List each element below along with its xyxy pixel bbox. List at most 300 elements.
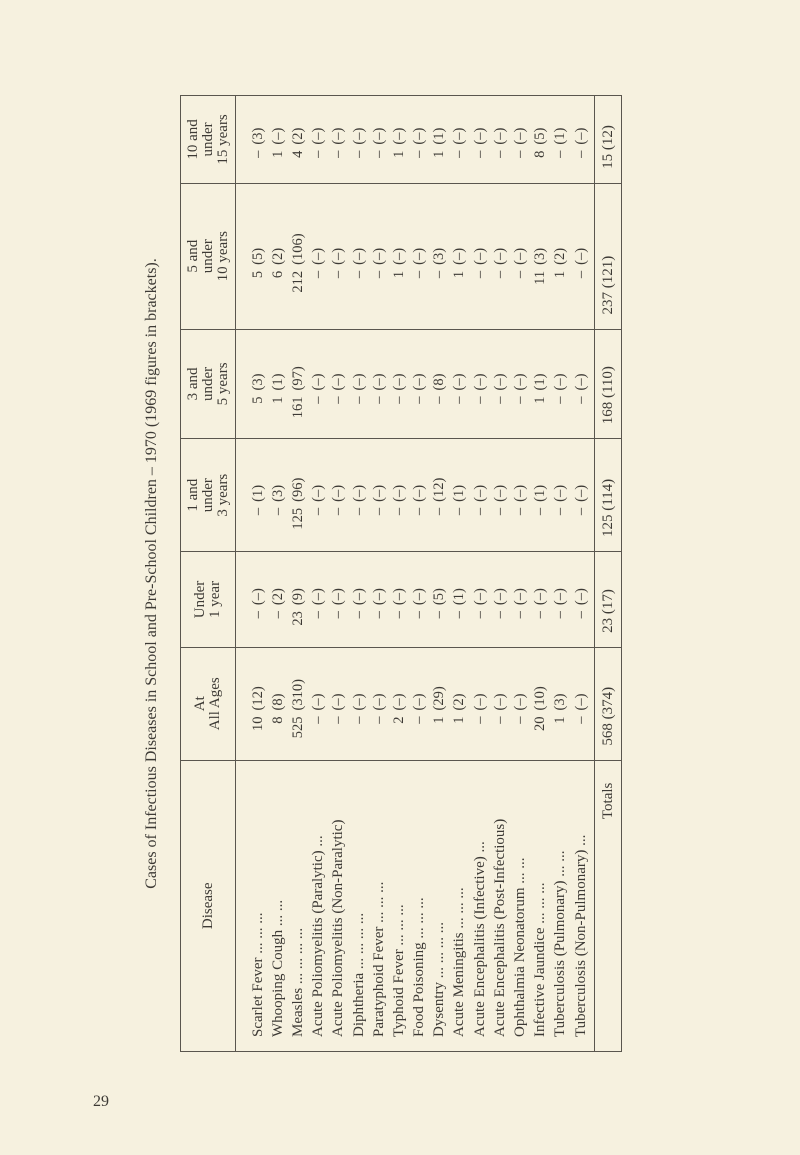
cases-1969: (–) xyxy=(390,693,407,711)
case-count-cell xyxy=(268,96,288,183)
case-count-cell xyxy=(288,330,308,439)
column-body xyxy=(236,761,594,1051)
cases-1969: (–) xyxy=(370,247,387,265)
disease-name: Whooping Cough ... ... xyxy=(269,899,286,1037)
cases-1969: (–) xyxy=(350,247,367,265)
cases-1969: (–) xyxy=(411,588,428,606)
cases-1969: (3) xyxy=(431,247,448,265)
cases-1969: (–) xyxy=(390,484,407,502)
cases-1969: (–) xyxy=(350,484,367,502)
cases-1970: – xyxy=(451,611,468,619)
cases-1969: (3) xyxy=(249,373,266,391)
disease-name-cell xyxy=(349,761,369,1051)
disease-name: Diphtheria ... ... ... ... xyxy=(350,912,367,1037)
cases-1969: (12) xyxy=(249,686,266,711)
column-body xyxy=(236,96,594,183)
case-count-cell xyxy=(470,330,490,439)
cases-1970: – xyxy=(572,507,589,516)
cases-1970: – xyxy=(350,716,367,724)
case-count-cell xyxy=(268,184,288,329)
cases-1970: – xyxy=(471,716,488,724)
cases-1969: (–) xyxy=(390,373,407,391)
cases-1969: (–) xyxy=(411,247,428,265)
cases-1969: (310) xyxy=(289,679,306,711)
cases-1969: (1) xyxy=(451,484,468,502)
case-count-cell xyxy=(410,330,430,439)
disease-name-cell xyxy=(369,761,389,1051)
disease-name-cell xyxy=(329,761,349,1051)
cases-1969: (–) xyxy=(330,484,347,502)
cases-1969: (5) xyxy=(431,588,448,606)
disease-name: Acute Poliomyelitis (Non-Paralytic) xyxy=(330,819,347,1037)
age-group-column xyxy=(181,329,621,439)
cases-1969: (3) xyxy=(532,247,549,265)
cases-1969: (–) xyxy=(471,693,488,711)
case-count-cell xyxy=(510,648,530,760)
cases-1969: (–) xyxy=(411,484,428,502)
age-group-column xyxy=(181,551,621,647)
cases-1969: (3) xyxy=(552,693,569,711)
disease-name-cell xyxy=(490,761,510,1051)
cases-1970: – xyxy=(330,396,347,404)
case-count-cell xyxy=(571,439,591,551)
column-body xyxy=(236,184,594,329)
cases-1969: (3) xyxy=(249,127,266,145)
cases-1970: – xyxy=(411,396,428,404)
cases-1970: – xyxy=(471,611,488,619)
cases-1969: (–) xyxy=(451,373,468,391)
cases-1969: (–) xyxy=(330,127,347,145)
cases-1970: – xyxy=(512,611,529,619)
case-count-cell xyxy=(369,439,389,551)
cases-1970: – xyxy=(552,507,569,516)
cases-1969: (–) xyxy=(350,693,367,711)
cases-1970: – xyxy=(370,507,387,516)
cases-1969: (–) xyxy=(330,373,347,391)
cases-1969: (2) xyxy=(269,247,286,265)
cases-1970: – xyxy=(310,611,327,619)
case-count-cell xyxy=(430,96,450,183)
cases-1969: (–) xyxy=(350,127,367,145)
column-header: 3 and under 5 years xyxy=(181,330,236,439)
cases-1970: 5 xyxy=(249,270,266,279)
cases-1970: – xyxy=(350,396,367,404)
cases-1969: (–) xyxy=(552,588,569,606)
cases-1969: (–) xyxy=(411,693,428,711)
cases-1969: (8) xyxy=(269,693,286,711)
case-count-cell xyxy=(470,184,490,329)
case-count-cell xyxy=(248,552,268,647)
case-count-cell xyxy=(349,552,369,647)
cases-1970: – xyxy=(491,396,508,404)
cases-1969: (–) xyxy=(471,588,488,606)
cases-1969: (–) xyxy=(512,247,529,265)
column-header: 5 and under 10 years xyxy=(181,184,236,329)
cases-1970: 10 xyxy=(249,716,266,731)
disease-name-cell xyxy=(410,761,430,1051)
case-count-cell xyxy=(410,96,430,183)
disease-name: Scarlet Fever ... ... ... xyxy=(249,912,266,1037)
cases-1970: 5 xyxy=(249,396,266,404)
cases-1970: – xyxy=(310,396,327,404)
cases-1970: – xyxy=(512,396,529,404)
case-count-cell xyxy=(369,552,389,647)
cases-1970: 212 xyxy=(289,270,306,293)
cases-1969: (–) xyxy=(491,588,508,606)
case-count-cell xyxy=(369,96,389,183)
cases-1969: (1) xyxy=(249,484,266,502)
cases-1970: – xyxy=(350,270,367,279)
cases-1970: – xyxy=(552,396,569,404)
cases-1969: (–) xyxy=(572,484,589,502)
cases-1970: – xyxy=(411,150,428,158)
cases-1969: (–) xyxy=(512,588,529,606)
cases-1970: 1 xyxy=(390,150,407,158)
case-count-cell xyxy=(248,330,268,439)
case-count-cell xyxy=(531,552,551,647)
cases-1969: (–) xyxy=(552,373,569,391)
disease-name-cell xyxy=(571,761,591,1051)
cases-1970: – xyxy=(572,716,589,724)
disease-name-cell xyxy=(510,761,530,1051)
case-count-cell xyxy=(490,184,510,329)
case-count-cell xyxy=(490,552,510,647)
disease-column xyxy=(181,760,621,1051)
cases-1970: 1 xyxy=(552,270,569,279)
cases-1969: (1) xyxy=(552,127,569,145)
cases-1970: 1 xyxy=(431,150,448,158)
case-count-cell xyxy=(369,184,389,329)
cases-1969: (2) xyxy=(289,127,306,145)
case-count-cell xyxy=(490,439,510,551)
cases-1969: (–) xyxy=(411,127,428,145)
cases-1970: – xyxy=(370,270,387,279)
cases-1970: – xyxy=(350,150,367,158)
case-count-cell xyxy=(268,439,288,551)
disease-name: Dysentry ... ... ... ... xyxy=(431,922,448,1037)
column-header: 1 and under 3 years xyxy=(181,439,236,551)
disease-name: Acute Encephalitis (Infective) ... xyxy=(471,841,488,1037)
cases-1969: (1) xyxy=(431,127,448,145)
cases-1970: 4 xyxy=(289,150,306,158)
disease-name-cell xyxy=(309,761,329,1051)
cases-1969: (–) xyxy=(512,484,529,502)
cases-1970: 8 xyxy=(532,150,549,158)
cases-1970: – xyxy=(572,270,589,279)
cases-1970: 6 xyxy=(269,270,286,279)
cases-1970: – xyxy=(471,396,488,404)
cases-1969: (–) xyxy=(471,484,488,502)
case-count-cell xyxy=(369,330,389,439)
case-count-cell xyxy=(369,648,389,760)
disease-name: Acute Poliomyelitis (Paralytic) ... xyxy=(310,835,327,1037)
cases-1970: – xyxy=(269,611,286,619)
cases-1970: – xyxy=(471,507,488,516)
totals-value: 15 (12) xyxy=(594,96,621,183)
cases-1969: (–) xyxy=(390,127,407,145)
cases-1969: (1) xyxy=(451,588,468,606)
disease-name: Ophthalmia Neonatorum ... ... xyxy=(512,857,529,1037)
case-count-cell xyxy=(389,648,409,760)
column-header: Under 1 year xyxy=(181,552,236,647)
cases-1970: – xyxy=(451,507,468,516)
case-count-cell xyxy=(268,648,288,760)
case-count-cell xyxy=(450,330,470,439)
cases-1969: (9) xyxy=(289,588,306,606)
cases-1970: – xyxy=(310,716,327,724)
case-count-cell xyxy=(389,439,409,551)
case-count-cell xyxy=(248,184,268,329)
cases-1969: (–) xyxy=(310,373,327,391)
cases-1970: – xyxy=(370,396,387,404)
cases-1970: 1 xyxy=(269,150,286,158)
cases-1970: – xyxy=(411,270,428,279)
case-count-cell xyxy=(288,439,308,551)
case-count-cell xyxy=(329,552,349,647)
case-count-cell xyxy=(410,439,430,551)
cases-1970: – xyxy=(572,150,589,158)
cases-1970: – xyxy=(532,611,549,619)
cases-1969: (–) xyxy=(310,588,327,606)
cases-1970: – xyxy=(512,270,529,279)
table-title: Cases of Infectious Diseases in School and Pre-School Children – 1970 (1969 figures in brackets). xyxy=(143,258,160,889)
disease-name-cell xyxy=(450,761,470,1051)
case-count-cell xyxy=(410,552,430,647)
case-count-cell xyxy=(349,96,369,183)
cases-1970: – xyxy=(471,150,488,158)
cases-1969: (–) xyxy=(572,373,589,391)
cases-1969: (–) xyxy=(471,127,488,145)
case-count-cell xyxy=(571,330,591,439)
case-count-cell xyxy=(510,330,530,439)
cases-1970: – xyxy=(350,507,367,516)
cases-1970: – xyxy=(451,396,468,404)
cases-1970: – xyxy=(451,150,468,158)
cases-1969: (–) xyxy=(491,247,508,265)
case-count-cell xyxy=(571,552,591,647)
case-count-cell xyxy=(248,439,268,551)
cases-1969: (–) xyxy=(491,693,508,711)
cases-1970: 1 xyxy=(390,270,407,279)
cases-1969: (1) xyxy=(532,484,549,502)
cases-1969: (–) xyxy=(512,373,529,391)
case-count-cell xyxy=(510,184,530,329)
disease-name-cell xyxy=(551,761,571,1051)
case-count-cell xyxy=(288,184,308,329)
cases-1969: (–) xyxy=(370,127,387,145)
case-count-cell xyxy=(510,96,530,183)
cases-1970: 1 xyxy=(269,396,286,404)
cases-1969: (–) xyxy=(572,247,589,265)
cases-1969: (–) xyxy=(471,247,488,265)
cases-1969: (–) xyxy=(491,127,508,145)
infectious-diseases-table xyxy=(180,95,622,1052)
case-count-cell xyxy=(389,184,409,329)
case-count-cell xyxy=(268,330,288,439)
cases-1970: – xyxy=(512,507,529,516)
cases-1970: – xyxy=(370,611,387,619)
cases-1969: (2) xyxy=(552,247,569,265)
cases-1969: (–) xyxy=(370,484,387,502)
case-count-cell xyxy=(349,439,369,551)
cases-1970: 11 xyxy=(532,270,549,285)
disease-name-cell xyxy=(531,761,551,1051)
case-count-cell xyxy=(531,96,551,183)
case-count-cell xyxy=(430,648,450,760)
disease-name: Tuberculosis (Pulmonary) ... ... xyxy=(552,850,569,1037)
column-body xyxy=(236,552,594,647)
cases-1969: (–) xyxy=(370,693,387,711)
cases-1969: (–) xyxy=(370,373,387,391)
cases-1970: – xyxy=(512,150,529,158)
case-count-cell xyxy=(430,330,450,439)
cases-1969: (5) xyxy=(532,127,549,145)
cases-1969: (–) xyxy=(451,247,468,265)
cases-1969: (–) xyxy=(552,484,569,502)
cases-1969: (106) xyxy=(289,233,306,265)
cases-1970: – xyxy=(330,150,347,158)
case-count-cell xyxy=(329,439,349,551)
totals-value: 237 (121) xyxy=(594,184,621,329)
cases-1970: – xyxy=(249,507,266,516)
cases-1970: – xyxy=(390,507,407,516)
cases-1970: – xyxy=(411,716,428,724)
totals-value: 168 (110) xyxy=(594,330,621,439)
cases-1970: – xyxy=(431,270,448,279)
case-count-cell xyxy=(551,96,571,183)
case-count-cell xyxy=(349,330,369,439)
cases-1970: – xyxy=(249,611,266,619)
cases-1970: 125 xyxy=(289,507,306,530)
case-count-cell xyxy=(410,184,430,329)
case-count-cell xyxy=(268,552,288,647)
column-body xyxy=(236,439,594,551)
cases-1970: – xyxy=(411,611,428,619)
cases-1969: (3) xyxy=(269,484,286,502)
case-count-cell xyxy=(571,96,591,183)
cases-1969: (–) xyxy=(249,588,266,606)
cases-1970: – xyxy=(411,507,428,516)
case-count-cell xyxy=(470,439,490,551)
cases-1969: (5) xyxy=(249,247,266,265)
cases-1969: (–) xyxy=(411,373,428,391)
disease-name: Food Poisoning ... ... ... xyxy=(411,897,428,1037)
cases-1970: – xyxy=(330,716,347,724)
cases-1970: – xyxy=(431,396,448,404)
cases-1969: (–) xyxy=(491,484,508,502)
case-count-cell xyxy=(510,552,530,647)
cases-1969: (–) xyxy=(572,693,589,711)
case-count-cell xyxy=(288,96,308,183)
case-count-cell xyxy=(349,648,369,760)
cases-1969: (97) xyxy=(289,366,306,391)
totals-label: Totals xyxy=(594,761,621,1051)
cases-1969: (–) xyxy=(390,588,407,606)
age-group-column xyxy=(181,183,621,329)
cases-1969: (–) xyxy=(330,247,347,265)
case-count-cell xyxy=(329,330,349,439)
case-count-cell xyxy=(329,648,349,760)
disease-name-cell xyxy=(268,761,288,1051)
cases-1969: (–) xyxy=(532,588,549,606)
case-count-cell xyxy=(531,330,551,439)
cases-1969: (–) xyxy=(310,484,327,502)
column-header: 10 and under 15 years xyxy=(181,96,236,183)
case-count-cell xyxy=(309,439,329,551)
column-body xyxy=(236,330,594,439)
case-count-cell xyxy=(430,552,450,647)
cases-1969: (96) xyxy=(289,477,306,502)
case-count-cell xyxy=(531,439,551,551)
cases-1969: (8) xyxy=(431,373,448,391)
case-count-cell xyxy=(309,648,329,760)
case-count-cell xyxy=(389,96,409,183)
cases-1969: (–) xyxy=(370,588,387,606)
cases-1970: – xyxy=(491,716,508,724)
case-count-cell xyxy=(430,439,450,551)
cases-1969: (–) xyxy=(350,588,367,606)
cases-1970: – xyxy=(370,716,387,724)
disease-name: Acute Encephalitis (Post-Infectious) xyxy=(491,818,508,1037)
cases-1970: 23 xyxy=(289,611,306,626)
cases-1969: (–) xyxy=(350,373,367,391)
totals-value: 568 (374) xyxy=(594,648,621,760)
case-count-cell xyxy=(329,184,349,329)
cases-1969: (–) xyxy=(491,373,508,391)
case-count-cell xyxy=(470,648,490,760)
case-count-cell xyxy=(551,648,571,760)
disease-name-cell xyxy=(389,761,409,1051)
cases-1970: – xyxy=(532,507,549,516)
cases-1970: – xyxy=(572,611,589,619)
case-count-cell xyxy=(490,330,510,439)
case-count-cell xyxy=(288,648,308,760)
case-count-cell xyxy=(410,648,430,760)
cases-1970: 2 xyxy=(390,716,407,724)
case-count-cell xyxy=(288,552,308,647)
disease-name-cell xyxy=(248,761,268,1051)
cases-1969: (29) xyxy=(431,686,448,711)
case-count-cell xyxy=(309,96,329,183)
case-count-cell xyxy=(248,648,268,760)
cases-1970: 1 xyxy=(552,716,569,724)
cases-1970: – xyxy=(491,150,508,158)
cases-1970: – xyxy=(431,507,448,516)
case-count-cell xyxy=(571,184,591,329)
age-group-column xyxy=(181,438,621,551)
cases-1969: (1) xyxy=(532,373,549,391)
column-header: At All Ages xyxy=(181,648,236,760)
cases-1969: (10) xyxy=(532,686,549,711)
cases-1970: 1 xyxy=(532,396,549,404)
column-body xyxy=(236,648,594,760)
cases-1969: (–) xyxy=(310,127,327,145)
cases-1970: – xyxy=(512,716,529,724)
cases-1970: – xyxy=(471,270,488,279)
disease-name-cell xyxy=(430,761,450,1051)
case-count-cell xyxy=(470,96,490,183)
cases-1969: (2) xyxy=(269,588,286,606)
case-count-cell xyxy=(450,648,470,760)
disease-name: Acute Meningitis ... ... ... xyxy=(451,887,468,1037)
disease-name-cell xyxy=(470,761,490,1051)
cases-1970: – xyxy=(491,270,508,279)
cases-1969: (–) xyxy=(471,373,488,391)
case-count-cell xyxy=(309,552,329,647)
cases-1970: – xyxy=(269,507,286,516)
cases-1970: – xyxy=(330,270,347,279)
disease-name: Infective Jaundice ... ... ... xyxy=(532,882,549,1037)
